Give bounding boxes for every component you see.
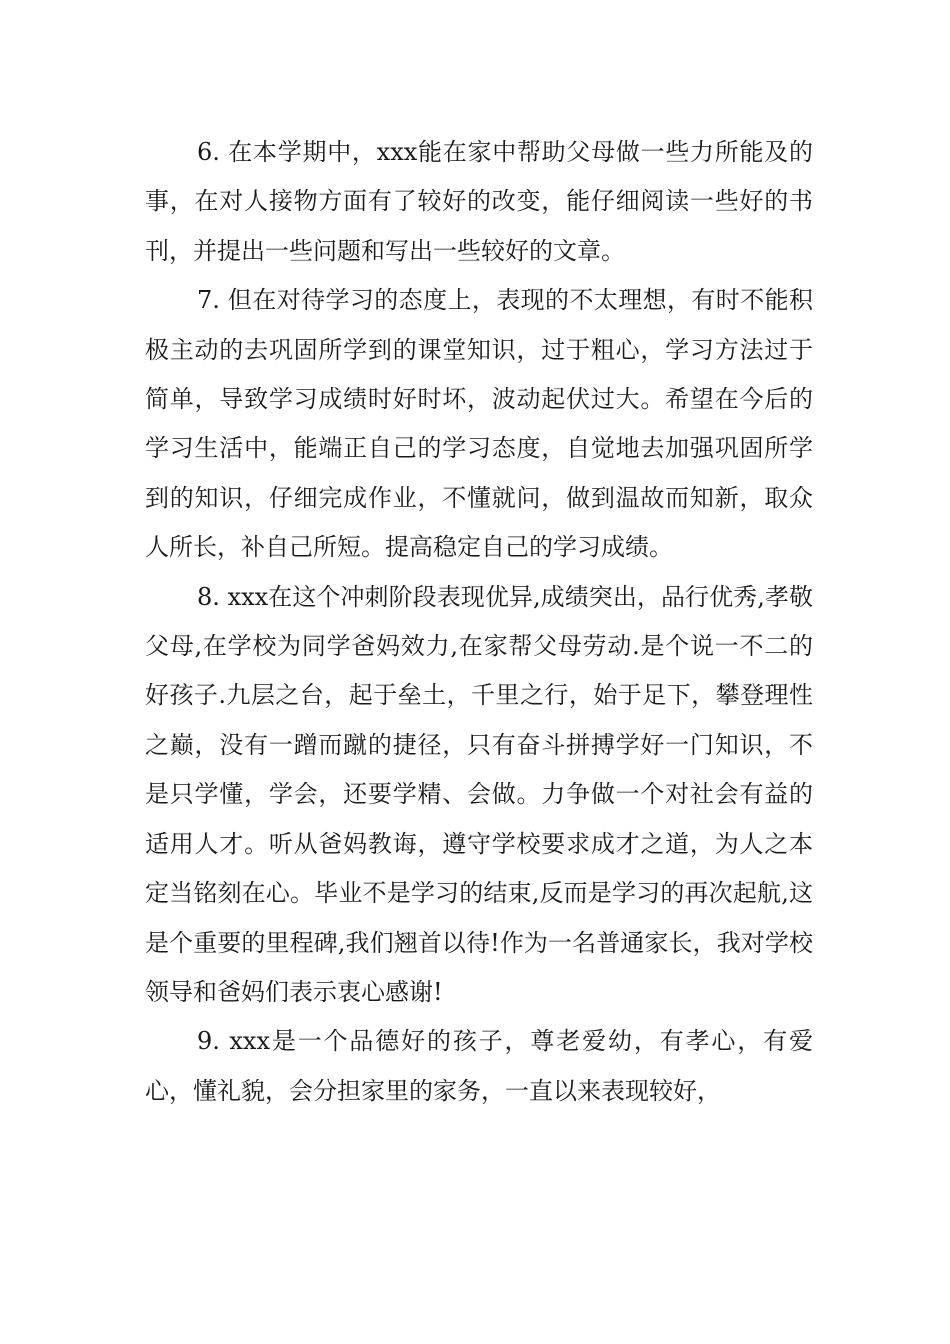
paragraph-7: 7. 但在对待学习的态度上，表现的不太理想，有时不能积极主动的去巩固所学到的课堂知识，过于粗心，学习方法过于简单，导致学习成绩时好时坏，波动起伏过大。希望在今后的学习生活中，能端正自己的学习态度，自觉地去加强巩固所学到的知识，仔细完成作业，不懂就问，做到温故而知新，取众人所长，补自己所短。提高稳定自己的学习成绩。: [145, 286, 813, 562]
paragraph-8: 8. xxx在这个冲刺阶段表现优异,成绩突出，品行优秀,孝敬父母,在学校为同学爸妈效力,在家帮父母劳动.是个说一不二的好孩子.九层之台，起于垒土，千里之行，始于足下，攀登理性之巅，没有一蹭而蹴的捷径，只有奋斗拼搏学好一门知识，不是只学懂，学会，还要学精、会做。力争做一个对社会有益的适用人才。听从爸妈教诲，遵守学校要求成才之道，为人之本定当铭刻在心。毕业不是学习的结束,反而是学习的再次起航,这是个重要的里程碑,我们翘首以待!作为一名普通家长，我对学校领导和爸妈们表示衷心感谢!: [145, 582, 813, 1006]
paragraph-9: 9. xxx是一个品德好的孩子，尊老爱幼，有孝心，有爱心，懂礼貌，会分担家里的家务，一直以来表现较好，: [145, 1027, 813, 1105]
paragraph-6: 6. 在本学期中，xxx能在家中帮助父母做一些力所能及的事，在对人接物方面有了较好的改变，能仔细阅读一些好的书刊，并提出一些问题和写出一些较好的文章。: [145, 138, 813, 265]
document-body: [145, 128, 813, 1116]
